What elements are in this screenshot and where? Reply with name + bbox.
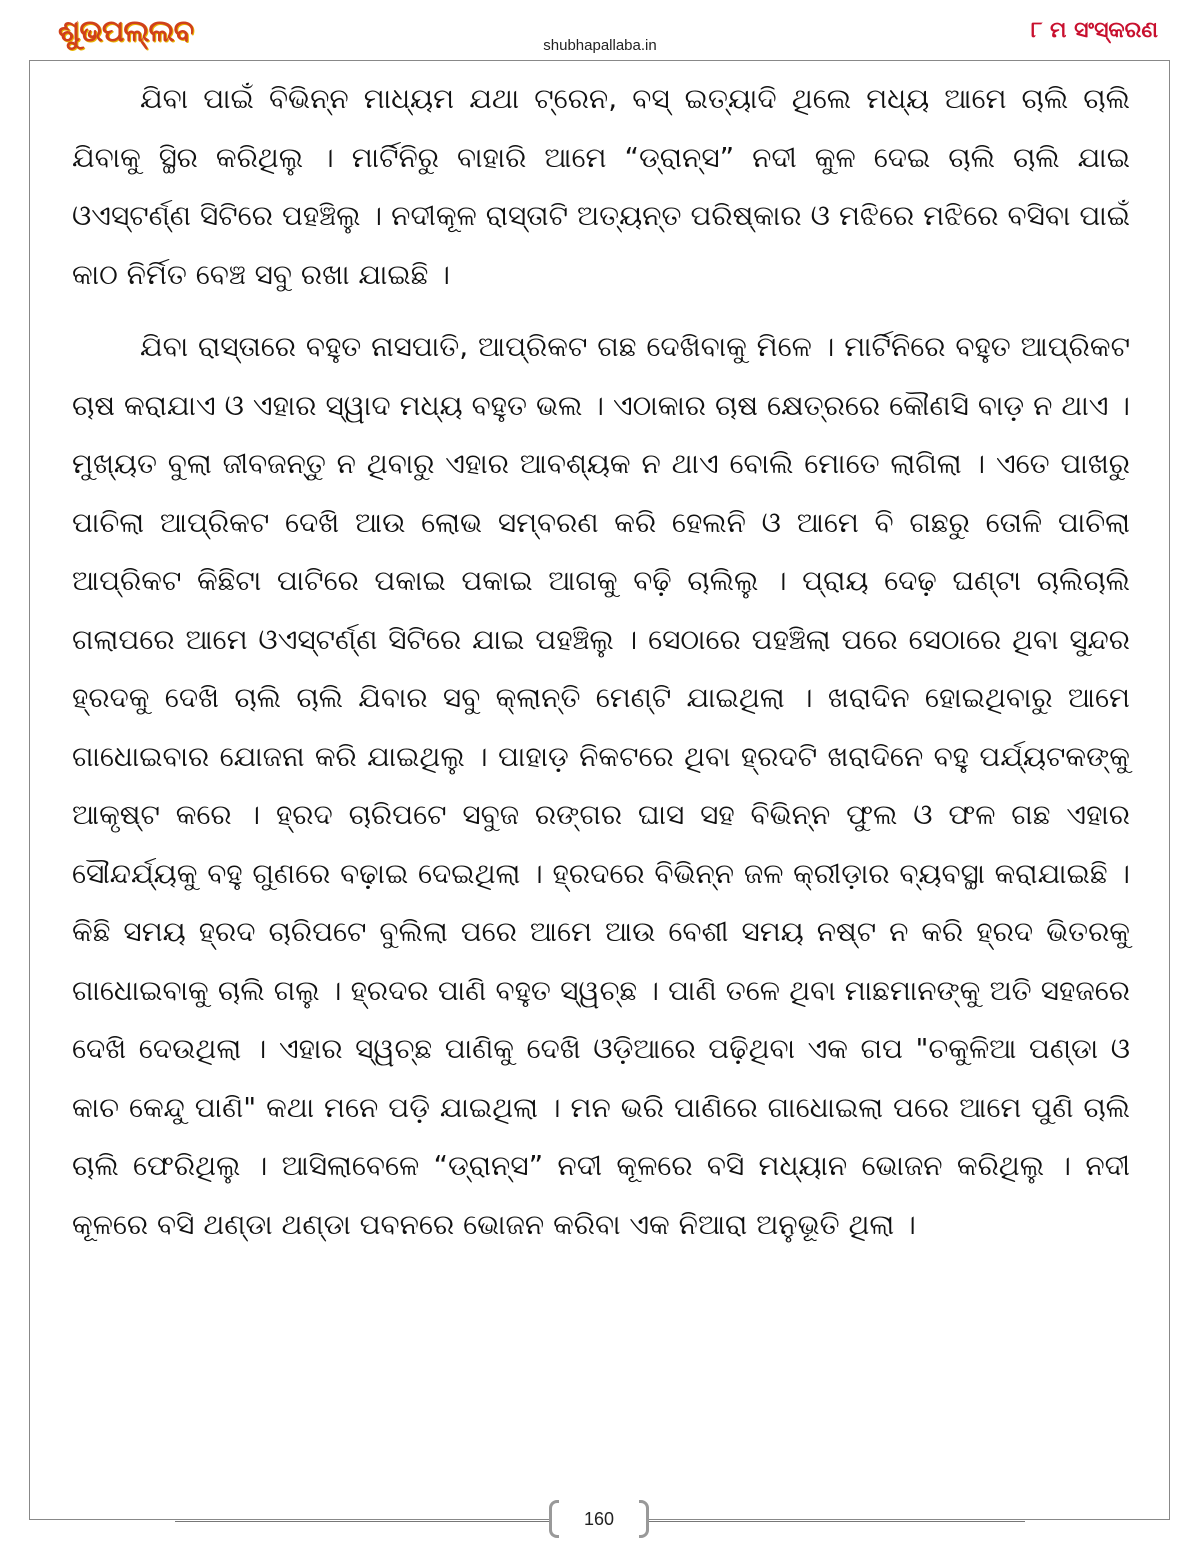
site-url: shubhapallaba.in [543,37,657,54]
magazine-logo: ଶୁଭପଲ୍ଲବ [58,14,194,49]
page-number-box [549,1500,649,1540]
page-number: 160 [583,1509,615,1529]
paragraph-2: ଯିବା ରାସ୍ତାରେ ବହୁତ ନାସପାତି, ଆପ୍ରିକଟ ଗଛ ଦେଖିବାକୁ ମିଳେ । ମାର୍ଟିନିରେ ବହୁତ ଆପ୍ରିକଟ ଚାଷ କରାଯାଏ ଓ ଏହାର ସ୍ୱାଦ ମଧ୍ୟ ବହୁତ ଭଲ । ଏଠାକାର ଚାଷ କ୍ଷେତ୍ରରେ କୌଣସି ବାଡ଼ ନ ଥାଏ । ମୁଖ୍ୟତ ବୁଲା ଜୀବଜନ୍ତୁ ନ ଥିବାରୁ ଏହାର ଆବଶ୍ୟକ ନ ଥାଏ ବୋଲି ମୋତେ ଲାଗିଲା । ଏତେ ପାଖରୁ ପାଚିଲା ଆପ୍ରିକଟ ଦେଖି ଆଉ ଲୋଭ ସମ୍ବରଣ କରି ହେଲନି ଓ ଆମେ ବି ଗଛରୁ ତୋଳି ପାଚିଲା ଆପ୍ରିକଟ କିଛିଟା ପାଟିରେ ପକାଇ ପକାଇ ଆଗକୁ ବଢ଼ି ଚାଲିଲୁ । ପ୍ରାୟ ଦେଢ଼ ଘଣ୍ଟା ଚାଲିଚାଲି ଗଲାପରେ ଆମେ ଓଏସ୍ଟର୍ଣ୍ଣ ସିଟିରେ ଯାଇ ପହଞ୍ଚିଲୁ । ସେଠାରେ ପହଞ୍ଚିଲା ପରେ ସେଠାରେ ଥିବା ସୁନ୍ଦର ହ୍ରଦକୁ ଦେଖି ଚାଲି ଚାଲି ଯିବାର ସବୁ କ୍ଲାନ୍ତି ମେଣ୍ଟି ଯାଇଥିଲା । ଖରାଦିନ ହୋଇଥିବାରୁ ଆମେ ଗାଧୋଇବାର ଯୋଜନା କରି ଯାଇଥିଲୁ । ପାହାଡ଼ ନିକଟରେ ଥିବା ହ୍ରଦଟି ଖରାଦିନେ ବହୁ ପର୍ଯ୍ୟଟକଙ୍କୁ ଆକୃଷ୍ଟ କରେ । ହ୍ରଦ ଚାରିପଟେ ସବୁଜ ରଙ୍ଗର ଘାସ ସହ ବିଭିନ୍ନ ଫୁଲ ଓ ଫଳ ଗଛ ଏହାର ସୌନ୍ଦର୍ଯ୍ୟକୁ ବହୁ ଗୁଣରେ ବଢ଼ାଇ ଦେଇଥିଲା । ହ୍ରଦରେ ବିଭିନ୍ନ ଜଳ କ୍ରୀଡ଼ାର ବ୍ୟବସ୍ଥା କରାଯାଇଛି । କିଛି ସମୟ ହ୍ରଦ ଚାରିପଟେ ବୁଲିଲା ପରେ ଆମେ ଆଉ ବେଶୀ ସମୟ ନଷ୍ଟ ନ କରି ହ୍ରଦ ଭିତରକୁ ଗାଧୋଇବାକୁ ଚାଲି ଗଲୁ । ହ୍ରଦର ପାଣି ବହୁତ ସ୍ୱଚ୍ଛ । ପାଣି ତଳେ ଥିବା ମାଛମାନଙ୍କୁ ଅତି ସହଜରେ ଦେଖି ଦେଉଥିଲା । ଏହାର ସ୍ୱଚ୍ଛ ପାଣିକୁ ଦେଖି ଓଡ଼ିଆରେ ପଢ଼ିଥିବା ଏକ ଗପ "ଚକୁଳିଆ ପଣ୍ଡା ଓ କାଚ କେନ୍ଦୁ ପାଣି" କଥା ମନେ ପଡ଼ି ଯାଇଥିଲା । ମନ ଭରି ପାଣିରେ ଗାଧୋଇଲା ପରେ ଆମେ ପୁଣି ଚାଲି ଚାଲି ଫେରିଥିଲୁ । ଆସିଲାବେଳେ “ଡ୍ରାନ୍ସ” ନଦୀ କୂଳରେ ବସି ମଧ୍ୟାନ ଭୋଜନ କରିଥିଲୁ । ନଦୀ କୂଳରେ ବସି ଥଣ୍ଡା ଥଣ୍ଡା ପବନରେ ଭୋଜନ କରିବା ଏକ ନିଆରା ଅନୁଭୂତି ଥିଲା । [72,330,1130,1241]
edition-label: ୮ ମ ସଂସ୍କରଣ [1030,18,1158,43]
paragraph-1: ଯିବା ପାଇଁ ବିଭିନ୍ନ ମାଧ୍ୟମ ଯଥା ଟ୍ରେନ, ବସ୍ ଇତ୍ୟାଦି ଥିଲେ ମଧ୍ୟ ଆମେ ଚାଲି ଚାଲି ଯିବାକୁ ସ୍ଥିର କରିଥିଲୁ । ମାର୍ଟିନିରୁ ବାହାରି ଆମେ “ଡ୍ରାନ୍ସ” ନଦୀ କୁଳ ଦେଇ ଚାଲି ଚାଲି ଯାଇ ଓଏସ୍ଟର୍ଣ୍ଣ ସିଟିରେ ପହଞ୍ଚିଲୁ । ନଦୀକୂଳ ରାସ୍ତାଟି ଅତ୍ୟନ୍ତ ପରିଷ୍କାର ଓ ମଝିରେ ମଝିରେ ବସିବା ପାଇଁ କାଠ ନିର୍ମିତ ବେଞ୍ଚ ସବୁ ରଖା ଯାଇଛି । [72,82,1130,291]
article-body [72,70,1130,1254]
page-header [0,0,1200,60]
